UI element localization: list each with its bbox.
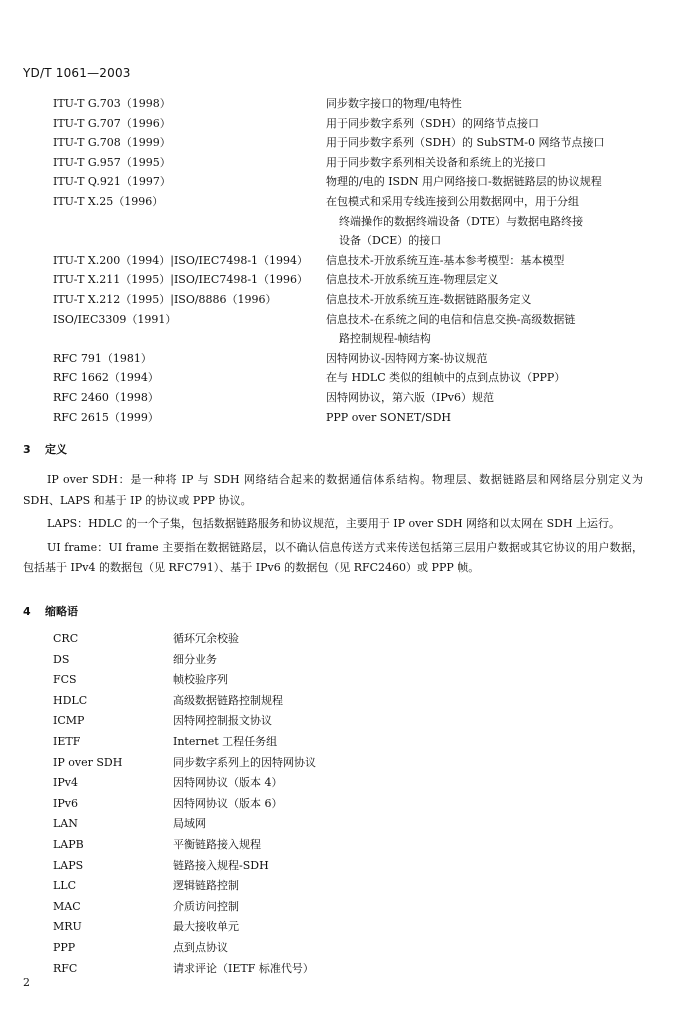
section-3-number: 3 — [23, 443, 31, 456]
reference-title-line: 用于同步数字系列（SDH）的网络节点接口 — [326, 116, 539, 130]
reference-title — [326, 153, 643, 173]
section-4-heading — [23, 603, 78, 619]
reference-title — [326, 310, 643, 349]
reference-standard-code: RFC 2460（1998） — [53, 390, 159, 404]
reference-row — [53, 349, 643, 369]
abbreviation-definition: 循环冗余校验 — [173, 632, 239, 645]
abbreviation-row — [53, 938, 613, 959]
reference-title-line: 信息技术-开放系统互连-基本参考模型：基本模型 — [326, 253, 565, 267]
abbreviation-row — [53, 917, 613, 938]
reference-title — [326, 349, 643, 369]
abbreviation-term: MRU — [53, 920, 82, 934]
abbreviation-definition: 同步数字系列上的因特网协议 — [173, 755, 316, 769]
abbreviation-term: RFC — [53, 961, 78, 975]
reference-row — [53, 251, 643, 271]
reference-title-line: 物理的/电的 ISDN 用户网络接口-数据链路层的协议规程 — [326, 175, 602, 189]
reference-row — [53, 114, 643, 134]
abbreviation-row — [53, 897, 613, 918]
reference-title — [326, 388, 643, 408]
definition-ui-frame: UI frame：UI frame 主要指在数据链路层，以不确认信息传送方式来传送包括第三层用户数据或其它协议的用户数据，包括基于 IPv4 的数据包（见 RFC791）、基于 IPv6 的数据包（见 RFC2460）或 PPP 帧。 — [23, 540, 643, 574]
abbreviation-definition: 逻辑链路控制 — [173, 879, 239, 893]
reference-title — [326, 172, 643, 192]
abbreviation-term: DS — [53, 652, 70, 666]
reference-standard-code: ITU-T G.707（1996） — [53, 116, 171, 130]
abbreviation-row — [53, 794, 613, 815]
reference-title — [326, 251, 643, 271]
document-code-header: YD/T 1061—2003 — [23, 66, 131, 80]
section-3-title: 定义 — [45, 443, 67, 456]
abbreviation-row — [53, 835, 613, 856]
abbreviation-definition: 因特网协议（版本 6） — [173, 796, 283, 810]
abbreviation-row — [53, 670, 613, 691]
abbreviation-definition: 平衡链路接入规程 — [173, 837, 261, 851]
abbreviation-definition: 局域网 — [173, 817, 206, 831]
reference-row — [53, 192, 643, 251]
abbreviation-term: IPv4 — [53, 776, 78, 790]
reference-title — [326, 192, 643, 251]
abbreviation-row — [53, 814, 613, 835]
reference-standard-code: ISO/IEC3309（1991） — [53, 312, 177, 326]
reference-title-line: 因特网协议-因特网方案-协议规范 — [326, 351, 488, 365]
reference-title-line: 信息技术-开放系统互连-数据链路服务定义 — [326, 292, 532, 306]
reference-row — [53, 368, 643, 388]
reference-row — [53, 310, 643, 349]
abbreviation-term: FCS — [53, 673, 77, 687]
reference-title — [326, 408, 643, 428]
reference-title-line: 信息技术-开放系统互连-物理层定义 — [326, 273, 499, 287]
reference-standard-code: ITU-T G.957（1995） — [53, 155, 171, 169]
abbreviation-term: IP over SDH — [53, 755, 123, 769]
abbreviations-list — [53, 629, 613, 979]
abbreviation-row — [53, 732, 613, 753]
abbreviation-definition: 因特网控制报文协议 — [173, 714, 272, 728]
reference-standard-code: RFC 2615（1999） — [53, 410, 159, 424]
reference-title-line: 设备（DCE）的接口 — [339, 234, 442, 248]
reference-standard-code: ITU-T X.211（1995）|ISO/IEC7498-1（1996） — [53, 273, 309, 287]
definition-ip-over-sdh: IP over SDH：是一种将 IP 与 SDH 网络结合起来的数据通信体系结构。物理层、数据链路层和网络层分别定义为 SDH、LAPS 和基于 IP 的协议或 PPP 协议。 — [23, 473, 643, 507]
reference-title — [326, 290, 643, 310]
abbreviation-term: LAPS — [53, 858, 84, 872]
reference-standard-code: ITU-T Q.921（1997） — [53, 175, 171, 189]
abbreviation-term: LAPB — [53, 837, 84, 851]
abbreviation-definition: 请求评论（IETF 标准代号） — [173, 961, 314, 975]
abbreviation-definition: 帧校验序列 — [173, 673, 228, 687]
abbreviation-term: MAC — [53, 899, 81, 913]
reference-standard-code: ITU-T G.708（1999） — [53, 136, 171, 150]
abbreviation-row — [53, 650, 613, 671]
abbreviation-row — [53, 959, 613, 980]
abbreviation-definition: 因特网协议（版本 4） — [173, 776, 283, 790]
reference-row — [53, 94, 643, 114]
reference-standard-code: ITU-T G.703（1998） — [53, 97, 171, 110]
abbreviation-term: ICMP — [53, 714, 85, 728]
abbreviation-term: HDLC — [53, 693, 88, 707]
abbreviation-row — [53, 876, 613, 897]
section-4-number: 4 — [23, 605, 31, 618]
reference-row — [53, 133, 643, 153]
abbreviation-definition: 高级数据链路控制规程 — [173, 693, 283, 707]
reference-title — [326, 94, 643, 114]
reference-standard-code: RFC 1662（1994） — [53, 371, 159, 385]
abbreviation-term: LLC — [53, 879, 77, 893]
reference-title-line: 信息技术-在系统之间的电信和信息交换-高级数据链 — [326, 312, 576, 326]
abbreviation-row — [53, 773, 613, 794]
reference-standard-code: ITU-T X.25（1996） — [53, 194, 164, 208]
reference-row — [53, 172, 643, 192]
reference-title-line: 因特网协议，第六版（IPv6）规范 — [326, 390, 494, 404]
abbreviation-term: LAN — [53, 817, 78, 831]
abbreviation-definition: 点到点协议 — [173, 940, 228, 954]
reference-title-line: PPP over SONET/SDH — [326, 410, 452, 424]
abbreviation-row — [53, 629, 613, 650]
reference-standard-code: ITU-T X.212（1995）|ISO/8886（1996） — [53, 292, 277, 306]
definitions-paragraphs — [23, 470, 643, 582]
reference-title-line: 在包模式和采用专线连接到公用数据网中，用于分组 — [326, 194, 579, 208]
section-4-title: 缩略语 — [45, 605, 78, 618]
page-number: 2 — [23, 976, 30, 989]
abbreviation-row — [53, 711, 613, 732]
reference-row — [53, 270, 643, 290]
abbreviation-definition: 最大接收单元 — [173, 920, 239, 934]
reference-title — [326, 133, 643, 153]
reference-title-line: 在与 HDLC 类似的组帧中的点到点协议（PPP） — [326, 371, 566, 385]
abbreviation-term: IPv6 — [53, 796, 78, 810]
abbreviation-definition: 细分业务 — [173, 652, 217, 666]
reference-standard-code: ITU-T X.200（1994）|ISO/IEC7498-1（1994） — [53, 253, 309, 267]
abbreviation-row — [53, 856, 613, 877]
reference-row — [53, 153, 643, 173]
normative-references-list — [53, 94, 643, 427]
reference-row — [53, 408, 643, 428]
reference-title — [326, 368, 643, 388]
reference-title-line: 用于同步数字系列相关设备和系统上的光接口 — [326, 155, 546, 169]
abbreviation-term: PPP — [53, 940, 76, 954]
abbreviation-row — [53, 691, 613, 712]
reference-title — [326, 270, 643, 290]
reference-title-line: 路控制规程-帧结构 — [339, 332, 431, 346]
abbreviation-definition: 介质访问控制 — [173, 899, 239, 913]
definition-laps: LAPS：HDLC 的一个子集，包括数据链路服务和协议规范，主要用于 IP over SDH 网络和以太网在 SDH 上运行。 — [47, 517, 621, 530]
reference-title-line: 用于同步数字系列（SDH）的 SubSTM-0 网络节点接口 — [326, 136, 605, 150]
reference-title — [326, 114, 643, 134]
abbreviation-definition: 链路接入规程-SDH — [173, 858, 269, 872]
abbreviation-row — [53, 753, 613, 774]
reference-title-line: 同步数字接口的物理/电特性 — [326, 97, 462, 110]
reference-title-line: 终端操作的数据终端设备（DTE）与数据电路终接 — [339, 214, 584, 228]
abbreviation-term: IETF — [53, 734, 81, 748]
reference-row — [53, 388, 643, 408]
abbreviation-definition: Internet 工程任务组 — [173, 734, 278, 748]
reference-standard-code: RFC 791（1981） — [53, 351, 152, 365]
reference-row — [53, 290, 643, 310]
section-3-heading — [23, 441, 67, 457]
abbreviation-term: CRC — [53, 632, 79, 645]
